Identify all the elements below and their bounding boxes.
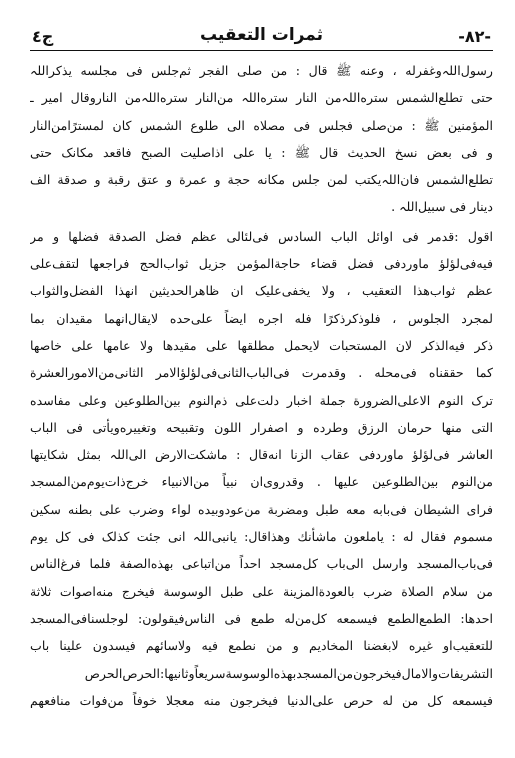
paragraph-hadith <box>30 57 493 221</box>
text-line: رسول‌اللہ‌وغفرله ، وعنه ﷺ قال : من صلى الفجر ثم‌جلس فی مجلسه یذکر‌اللہ <box>30 63 493 78</box>
page-header <box>30 16 493 48</box>
text-line: و فی بعض نسخ الحدیث قال ﷺ : یا علی اذاصلیت الصبح فاقعد مکانک حتى <box>30 144 493 160</box>
header-rule <box>30 50 493 51</box>
text-line: للتعقیب‌او غیره لابغضنا المخادیم و من نطمع فیه ولاسائهم فیسدون علینا باب <box>30 638 493 654</box>
page-body <box>30 57 493 714</box>
text-line: عظم ثواب‌هذا التعقیب ، ولا یخفی‌علیک ان ظاهر‌الحدیثین انهذا الفضل‌والثواب <box>30 283 493 299</box>
text-line: التی منها حرمان الرزق وطرده و اصفرار اللون وتقبیحه وتغییره‌ویأتی فی الباب <box>30 419 493 435</box>
text-line: من سلام الصلاة ضرب بالعودة‌المزینة على طبل الوسوسة فیخرج منه‌اصوات ثلاثة <box>30 583 493 599</box>
text-line: تطلع‌الشمس فان‌اللہ‌یکتب لمن جلس مکانه حجة و عمرة و عتق رقبة و صدقة الف <box>30 172 493 188</box>
paragraph-commentary <box>30 223 493 714</box>
text-line: العاشر فی‌لؤلؤ ماوردفی عقاب الزنا انه‌قال : ماشکت‌الارض الی‌اللہ بمثل شکایتها <box>30 447 493 463</box>
text-line: لمجرد الجلوس ، فلوذکرذکرًا فله اجره ایضاً على‌حده لایقال‌انهما مقیدان بما <box>30 310 493 326</box>
text-line: ذکر فیه‌الذکر لان المستحبات لایحمل مطلقها على مقیدها ولا عامها على خاصها <box>30 337 493 353</box>
text-line: مسموم فقال له : ياملعون ماشأنك وهذا‌قال: یانبی‌اللہ انی جئت کذلک فی کل یوم <box>30 529 493 545</box>
text-line: حتى تطلع‌الشمس ستره‌اللہ‌من النار ستره‌اللہ من‌النار ستره‌اللہ‌من النار‌وقال امیر ـ <box>30 90 493 106</box>
text-line: التشریفات‌والامال‌فیخرجون‌من‌المسجد‌بهذه‌الوسوسة‌سریعاً‌وثانیها:الحرص‌الحرص <box>84 665 493 681</box>
text-line: من‌النوم بین‌الطلوعین علیها . وقدروی‌ان نبیاً من‌الانبیاء خرج‌ذات‌یوم‌من‌المسجد <box>30 474 493 490</box>
page-number: -۸۲- <box>458 27 491 46</box>
book-page <box>30 16 493 744</box>
text-line: المؤمنین ﷺ : من‌صلی فجلس فی مصلاه الی طلوع الشمس کان لمسترًا‌من‌النار <box>30 117 493 133</box>
text-line: فیه‌فی‌لؤلؤ ماوردفی فضل قضاء حاجة‌المؤمن جزیل ثواب‌الحج فراجعها لتقف‌على <box>30 256 493 272</box>
text-line: ترک النوم الاعلی‌الضرورة جملة اخبار دلت‌على ذم‌النوم بین‌الطلوعین وعلى مفاسده <box>30 392 493 408</box>
text-line: فرای الشیطان فی‌بابه معه طبل ومضربة من‌عودوبیده لواء وضرب على بطنه سکین <box>30 501 493 517</box>
text-line: کما حققناه فی‌محله . وقدمرت فی‌الباب‌الثانی‌فی‌لؤلؤ‌الامر الثانی‌من‌الامور‌العشرة <box>30 365 493 381</box>
text-line: احدها: الطمع‌الطمع فیسمعه کل‌من‌له طمع فی الناس‌فیقولون: لوجلسنافی‌المسجد <box>30 610 493 626</box>
running-title: ثمرات التعقیب <box>199 25 324 45</box>
text-line: دینار فی سبیل‌اللہ . <box>391 199 493 215</box>
text-line: فیسمعه کل من له حرص على‌الدنیا فیخرجون منه معجلا خوفاً من‌فوات منافعهم <box>30 692 493 708</box>
volume-label: ج٤ <box>32 27 54 46</box>
text-line: اقول :قدمر فی اوائل الباب السادس فی‌لئالی عظم فضل الصدقة فضلها و مر <box>30 228 493 244</box>
text-line: فی‌باب‌المسجد وارسل الی‌باب کل‌مسجد احداً من‌اتباعی بهذه‌الصفة فلما فرغ‌الناس <box>30 556 493 572</box>
